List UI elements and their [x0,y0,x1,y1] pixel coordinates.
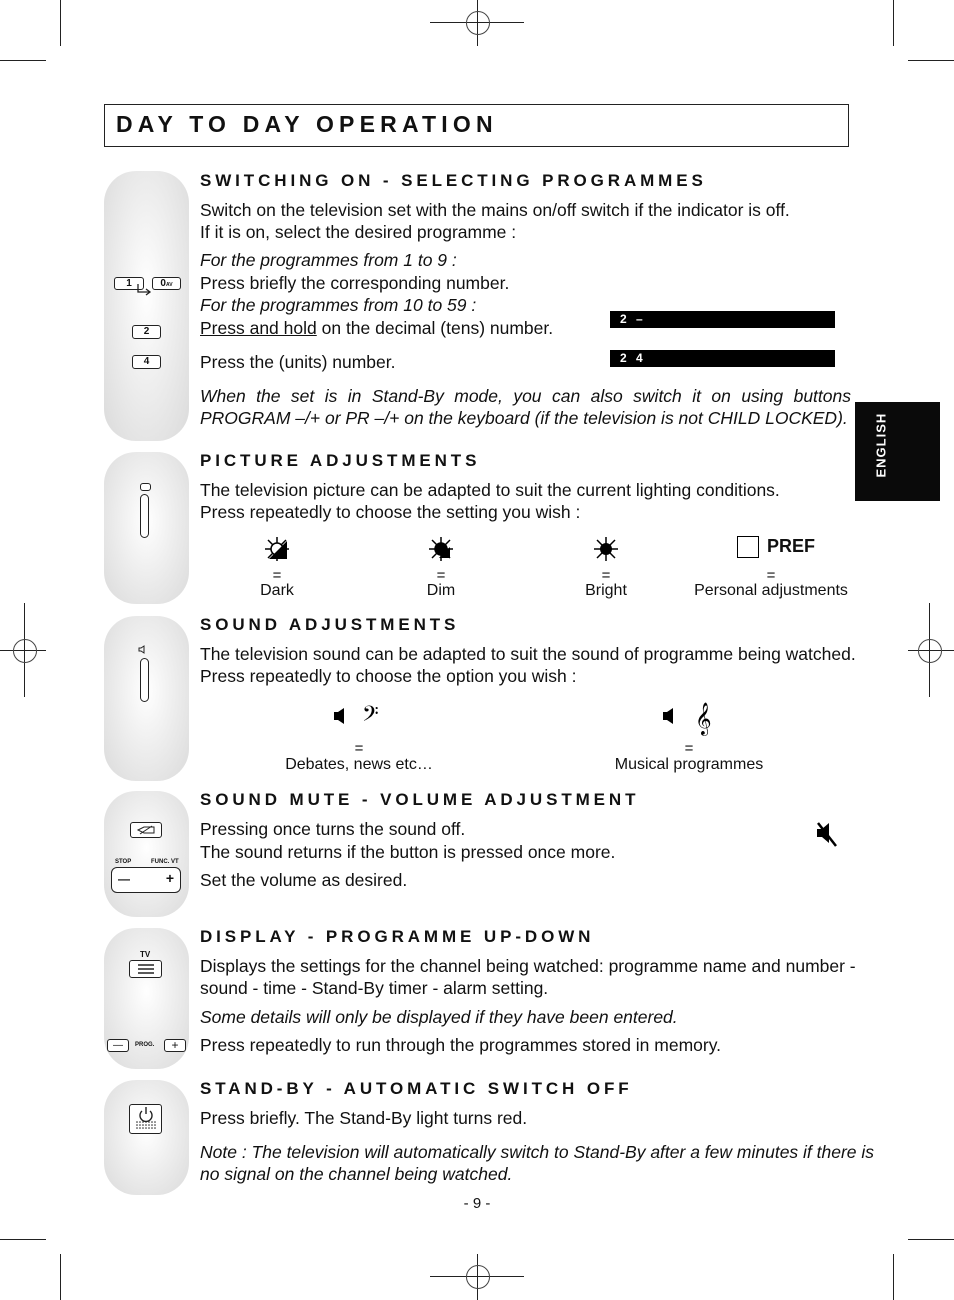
crop-mark [893,1254,894,1300]
crop-mark [908,1239,954,1240]
equals-sign: = [601,567,611,584]
equals-sign: = [684,740,694,757]
equals-sign: = [436,567,446,584]
display-bar: 2 4 [610,350,835,367]
body-text: Pressing once turns the sound off. [200,819,466,839]
language-tab [855,402,940,501]
crop-mark [60,0,61,46]
body-text: sound - time - Stand-By timer - alarm setting. [200,978,549,998]
mute-speaker-icon [814,819,840,849]
language-tab-label: ENGLISH [873,412,889,478]
body-text: The sound returns if the button is pressed once more. [200,842,616,862]
option-label: Dark [260,582,294,599]
section-title: SWITCHING ON - SELECTING PROGRAMMES [200,171,707,190]
option-label: Debates, news etc… [285,756,433,773]
page-number: - 9 - [463,1195,491,1212]
tv-label: TV [140,950,151,959]
speaker-icon [138,645,148,654]
display-key [129,960,162,978]
key-2: 2 [132,325,161,339]
emphasis-text: Press and hold [200,318,317,338]
plus-icon: + [165,870,174,886]
picture-button [140,483,151,491]
crop-mark [60,1254,61,1300]
key-4: 4 [132,355,161,369]
bright-sun-icon [593,536,619,562]
crop-mark [0,60,46,61]
svg-text:𝄞: 𝄞 [695,702,712,735]
equals-sign: = [272,567,282,584]
minus-icon: — [118,872,130,886]
arrow-icon [136,282,152,296]
body-text: on the decimal (tens) number. [316,318,554,338]
stop-label: STOP [115,859,132,865]
power-icon [132,1105,160,1131]
registration-mark [466,1265,490,1289]
option-label: Dim [426,582,456,599]
dark-sun-icon [264,536,290,562]
func-vt-label: FUNC. VT [151,859,179,865]
note-text: Note : The television will automatically switch to Stand-By after a few minutes if there is [200,1142,875,1162]
body-text: Displays the settings for the channel being watched: programme name and number - [200,956,856,976]
registration-mark [918,639,942,663]
pref-label: PREF [767,536,816,556]
standby-key [129,1104,162,1134]
body-text: Press repeatedly to choose the option you wish : [200,666,577,686]
subheading-text: For the programmes from 1 to 9 : [200,250,457,270]
option-label: Personal adjustments [694,582,848,599]
body-text: The television sound can be adapted to suit the sound of programme being watched. [200,644,856,664]
body-text: Press briefly the corresponding number. [200,273,510,293]
body-text: Press briefly. The Stand-By light turns red. [200,1108,528,1128]
equals-sign: = [766,567,776,584]
body-text: If it is on, select the desired programme : [200,222,517,242]
key-0-av [152,277,181,290]
page-title: DAY TO DAY OPERATION [116,111,498,137]
body-text: The television picture can be adapted to suit the current lighting conditions. [200,480,780,500]
key-0-label: 0 [160,278,166,289]
prog-label: PROG. [135,1042,155,1048]
crop-mark [0,1239,46,1240]
section-title: SOUND ADJUSTMENTS [200,615,460,634]
section-title: STAND-BY - AUTOMATIC SWITCH OFF [200,1079,633,1098]
section-title: DISPLAY - PROGRAMME UP-DOWN [200,927,595,946]
pref-box-icon [737,536,759,558]
crop-mark [893,0,894,46]
remote-illustration [104,791,189,917]
option-label: Musical programmes [614,756,764,773]
remote-illustration [104,171,189,441]
prog-plus-key: + [164,1039,186,1052]
subheading-text: For the programmes from 10 to 59 : [200,295,477,315]
equals-sign: = [354,740,364,757]
section-title: SOUND MUTE - VOLUME ADJUSTMENT [200,790,640,809]
picture-key [140,494,149,538]
body-text: Press the (units) number. [200,352,396,372]
sound-key [140,658,149,702]
body-text: Switch on the television set with the mains on/off switch if the indicator is off. [200,200,790,220]
display-bar: 2 – [610,311,835,328]
key-av-label: AV [165,282,173,288]
menu-lines-icon [136,963,156,975]
registration-mark [466,11,490,35]
body-text: Press repeatedly to choose the setting you wish : [200,502,581,522]
note-text: Some details will only be displayed if they have been entered. [200,1007,678,1027]
crop-mark [908,60,954,61]
note-text: no signal on the channel being watched. [200,1164,513,1184]
bass-clef-speaker-icon [332,703,392,733]
note-text: PROGRAM –/+ or PR –/+ on the keyboard (if the television is not CHILD LOCKED). [200,408,848,428]
note-text: When the set is in Stand-By mode, you can also switch it on using buttons [200,386,851,406]
section-title: PICTURE ADJUSTMENTS [200,451,481,470]
option-label: Bright [585,582,627,599]
body-text: Set the volume as desired. [200,870,408,890]
treble-clef-speaker-icon [661,700,721,736]
remote-illustration [104,1080,189,1195]
volume-key [111,867,181,893]
registration-mark [13,639,37,663]
prog-minus-key: — [107,1039,129,1052]
mute-key-icon [136,825,156,835]
key-1: 1 [114,277,144,290]
svg-text:𝄢: 𝄢 [362,703,379,732]
dim-sun-icon [428,536,454,562]
mute-key [130,822,162,838]
body-text: Press repeatedly to run through the programmes stored in memory. [200,1035,722,1055]
body-text [200,317,553,340]
